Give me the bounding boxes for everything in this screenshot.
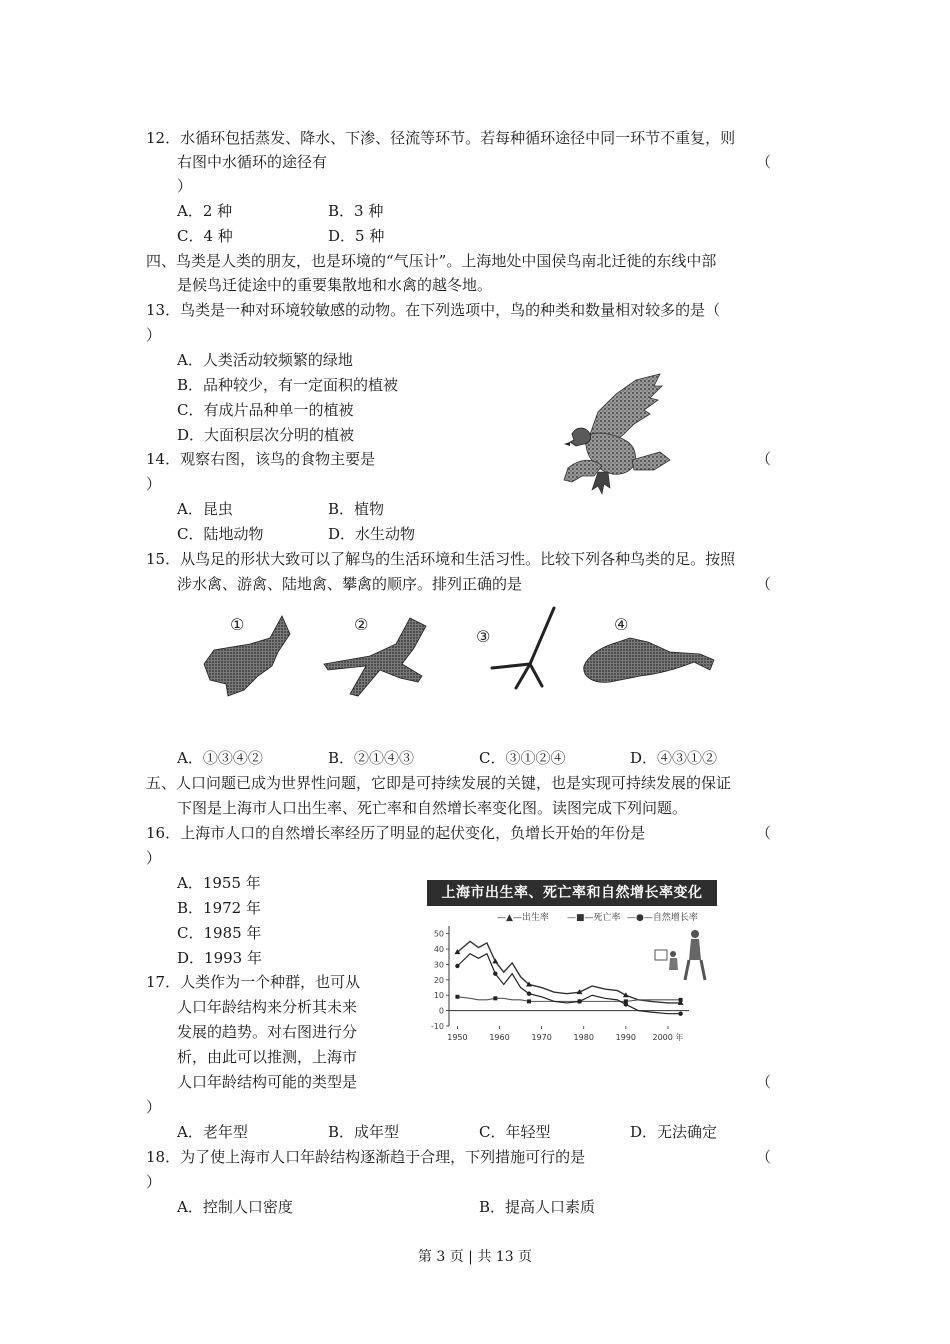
q17-line1: 17．人类作为一个种群，也可从: [146, 973, 361, 991]
q18-option-b: B．提高人口素质: [479, 1198, 596, 1216]
q17-paren-close: ）: [146, 1098, 162, 1116]
q16-option-a: A．1955 年: [177, 874, 261, 892]
q17-option-a: A．老年型: [177, 1123, 248, 1141]
q12-line1: 12．水循环包括蒸发、降水、下渗、径流等环节。若每种循环途径中同一环节不重复，则: [146, 129, 736, 147]
sec5-line1: 五、人口问题已成为世界性问题，它即是可持续发展的关键，也是实现可持续发展的保证: [146, 774, 732, 792]
q18-line1: 18．为了使上海市人口年龄结构逐渐趋于合理，下列措施可行的是: [146, 1148, 586, 1166]
growth-rate-point: [527, 991, 531, 995]
y-tick-label: 0: [438, 1006, 444, 1016]
q14-option-a: A．昆虫: [177, 500, 233, 518]
q12-option-a: A．2 种: [177, 202, 233, 220]
growth-rate-point: [455, 964, 459, 968]
series-line-2: [457, 954, 680, 1014]
foot-4-lobed: [584, 638, 714, 682]
growth-rate-point: [678, 1011, 682, 1015]
foot-label-4: ④: [614, 615, 629, 634]
q12-line2: 右图中水循环的途径有: [177, 153, 328, 171]
q15-option-a: A．①③④②: [177, 749, 263, 767]
q16-option-d: D．1993 年: [177, 949, 262, 967]
q15-paren-open: （: [756, 575, 772, 593]
q16-line1: 16．上海市人口的自然增长率经历了明显的起伏变化，负增长开始的年份是: [146, 824, 646, 842]
q15-option-b: B．②①④③: [328, 749, 415, 767]
legend-birth: —▲—出生率: [497, 913, 549, 923]
sec4-line1: 四、鸟类是人类的朋友，也是环境的“气压计”。上海地处中国侯鸟南北迁徙的东线中部: [146, 252, 717, 270]
q17-option-d: D．无法确定: [630, 1123, 718, 1141]
foot-2-long-toes: [324, 618, 426, 696]
q13-option-d: D．大面积层次分明的植被: [177, 426, 355, 444]
q16-option-c: C．1985 年: [177, 924, 262, 942]
q12-option-b: B．3 种: [328, 202, 384, 220]
q13-line1: 13．鸟类是一种对环境较敏感的动物。在下列选项中，鸟的种类和数量相对较多的是（: [146, 301, 721, 319]
family-figure-icon: [655, 930, 705, 980]
y-tick-label: 50: [433, 929, 444, 939]
q17-line5: 人口年龄结构可能的类型是: [177, 1073, 358, 1091]
series-line-0: [457, 941, 680, 1003]
q13-option-b: B．品种较少，有一定面积的植被: [177, 376, 399, 394]
eagle-illustration: [528, 372, 678, 497]
y-tick-label: 20: [433, 975, 444, 985]
legend-growth: —●—自然增长率: [627, 913, 698, 923]
q14-option-b: B．植物: [328, 500, 385, 518]
growth-rate-point: [493, 971, 497, 975]
q15-line2: 涉水禽、游禽、陆地禽、攀禽的顺序。排列正确的是: [177, 575, 523, 593]
q13-option-c: C．有成片品种单一的植被: [177, 401, 354, 419]
x-tick-label: 1950: [447, 1033, 468, 1042]
growth-rate-point: [624, 1002, 628, 1006]
q12-option-d: D．5 种: [328, 227, 385, 245]
x-tick-label: 1960: [489, 1033, 510, 1042]
foot-label-2: ②: [354, 615, 369, 634]
y-tick-label: 30: [433, 960, 444, 970]
q12-paren-open: （: [756, 153, 772, 171]
page-footer: 第 3 页 | 共 13 页: [417, 1249, 533, 1265]
death-rate-point: [527, 999, 531, 1003]
q16-paren-close: ）: [146, 849, 162, 867]
q12-option-c: C．4 种: [177, 227, 233, 245]
q17-paren-open: （: [756, 1073, 772, 1091]
q14-line1: 14．观察右图，该鸟的食物主要是: [146, 450, 376, 468]
y-tick-label: -10: [430, 1022, 444, 1031]
q17-option-c: C．年轻型: [479, 1123, 551, 1141]
q17-line2: 人口年龄结构来分析其未来: [177, 998, 358, 1016]
x-tick-label: 1990: [615, 1033, 637, 1042]
q17-option-b: B．成年型: [328, 1123, 400, 1141]
bird-feet-illustration: [200, 604, 720, 704]
death-rate-point: [493, 996, 497, 1000]
foot-label-1: ①: [230, 615, 245, 634]
q18-paren-open: （: [756, 1148, 772, 1166]
q14-paren-open: （: [756, 450, 772, 468]
q15-option-c: C．③①②④: [479, 749, 566, 767]
population-chart: [427, 880, 717, 1052]
q14-option-d: D．水生动物: [328, 525, 416, 543]
death-rate-point: [679, 998, 683, 1002]
q15-line1: 15．从鸟足的形状大致可以了解鸟的生活环境和生活习性。比较下列各种鸟类的足。按照: [146, 550, 736, 568]
q18-paren-close: ）: [146, 1173, 162, 1191]
foot-label-3: ③: [476, 627, 491, 646]
x-tick-label: 1980: [573, 1033, 594, 1042]
y-tick-label: 40: [433, 945, 444, 955]
sec5-line2: 下图是上海市人口出生率、死亡率和自然增长率变化图。读图完成下列问题。: [177, 799, 688, 817]
q16-paren-open: （: [756, 824, 772, 842]
q13-option-a: A．人类活动较频繁的绿地: [177, 351, 353, 369]
q15-option-d: D．④③①②: [630, 749, 718, 767]
q17-line3: 发展的趋势。对右图进行分: [177, 1023, 358, 1041]
growth-rate-point: [577, 999, 581, 1003]
sec4-line2: 是候鸟迁徒途中的重要集散地和水禽的越冬地。: [177, 276, 493, 294]
q17-line4: 析，由此可以推测，上海市: [177, 1048, 358, 1066]
q13-paren-close: ）: [146, 326, 162, 344]
q14-paren-close: ）: [146, 475, 162, 493]
x-tick-label: 2000 年: [652, 1033, 684, 1042]
legend-death: —■—死亡率: [567, 913, 621, 923]
q16-option-b: B．1972 年: [177, 899, 261, 917]
foot-3-thin: [492, 608, 554, 688]
foot-1-webbed: [204, 616, 290, 696]
x-tick-label: 1970: [531, 1033, 552, 1042]
q12-paren-close: ）: [177, 177, 193, 195]
chart-title: 上海市出生率、死亡率和自然增长率变化: [427, 880, 717, 906]
y-tick-label: 10: [433, 991, 444, 1001]
chart-plot: [427, 920, 717, 1052]
death-rate-point: [455, 995, 459, 999]
birth-rate-point: [492, 958, 498, 963]
q14-option-c: C．陆地动物: [177, 525, 264, 543]
q18-option-a: A．控制人口密度: [177, 1198, 293, 1216]
